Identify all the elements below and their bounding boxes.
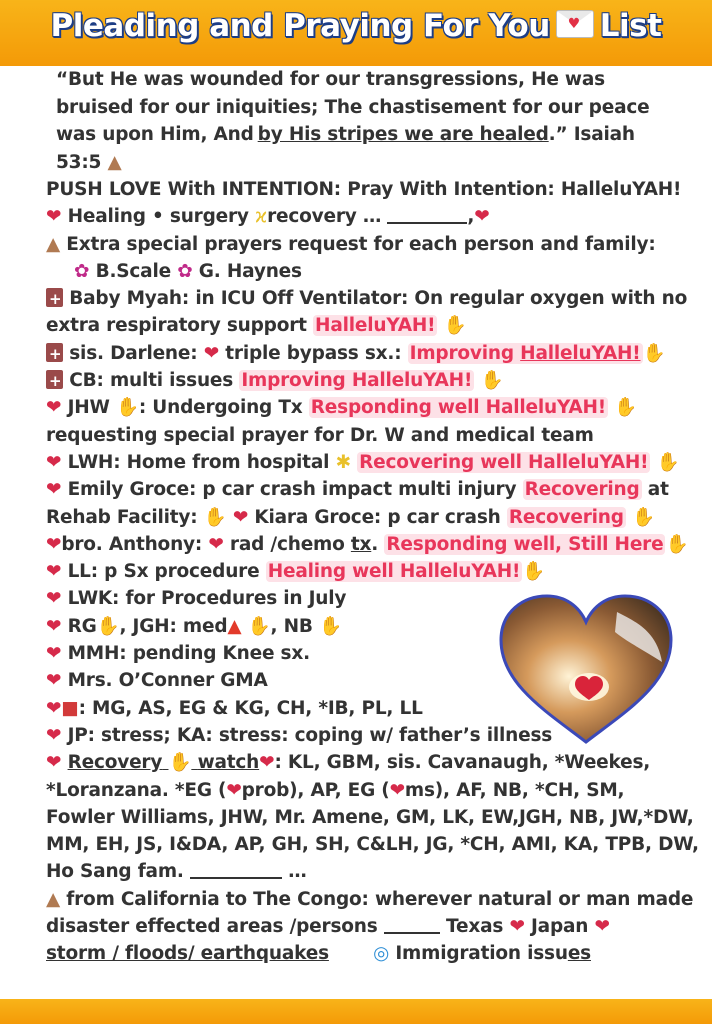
growing-heart-icon: ❤ bbox=[46, 206, 62, 228]
rehab-line bbox=[46, 504, 676, 531]
red-heart-icon: ❤ bbox=[208, 533, 224, 555]
growing-heart-icon: ❤ bbox=[46, 697, 62, 719]
hospital-icon bbox=[46, 370, 63, 389]
status-text-underlined: HalleluYAH! bbox=[520, 342, 641, 364]
raising-hands-icon: ✋ bbox=[642, 342, 666, 364]
myah-text-2: extra respiratory support bbox=[46, 315, 307, 337]
hospital-icon bbox=[46, 288, 63, 307]
title-text: Pleading and Praying For You bbox=[50, 8, 550, 44]
red-triangle-icon: ▲ bbox=[227, 615, 242, 637]
prayer-list bbox=[46, 66, 699, 968]
healing-text: Healing • surgery bbox=[67, 206, 249, 228]
immigration-text: Immigration issu bbox=[395, 943, 568, 965]
jhw-name: JHW bbox=[67, 397, 110, 419]
healing-line bbox=[46, 203, 676, 230]
myah-text: Baby Myah: in ICU Off Ventilator: On regular oxygen with no bbox=[69, 288, 688, 310]
quote-underlined: by His stripes we are healed bbox=[257, 124, 549, 145]
love-letter-icon bbox=[556, 10, 594, 38]
ellipsis: … bbox=[288, 861, 307, 883]
anthony-name: bro. Anthony: bbox=[61, 533, 203, 555]
quote-reference: .” Isaiah 53:5 bbox=[56, 124, 635, 173]
recovery-watch-line-2 bbox=[46, 777, 676, 804]
jp-text: JP: stress; KA: stress: coping w/ father’s illness bbox=[67, 724, 553, 746]
heart-shaped-healing-hands-photo bbox=[497, 592, 675, 744]
cb-text: CB: multi issues bbox=[69, 370, 234, 392]
emily-line bbox=[46, 476, 676, 503]
rg-text: RG bbox=[67, 615, 97, 637]
status-highlight: Responding well, Still Here bbox=[386, 533, 664, 555]
myah-line-2 bbox=[46, 312, 676, 339]
raising-hands-icon: ✋ bbox=[656, 451, 680, 473]
recovery-watch-label bbox=[68, 752, 260, 773]
name-ghaynes: G. Haynes bbox=[198, 260, 302, 282]
ll-text: LL: p Sx procedure bbox=[67, 561, 260, 583]
status-highlight: HalleluYAH! bbox=[315, 315, 436, 337]
oconner-text: Mrs. O’Conner GMA bbox=[67, 670, 268, 692]
raising-hands-icon: ✋ bbox=[319, 615, 342, 637]
myah-line bbox=[46, 285, 688, 312]
status-highlight bbox=[408, 343, 643, 364]
raising-hands-icon: ✋ bbox=[96, 615, 120, 637]
blank-line bbox=[387, 208, 467, 224]
lwh-line bbox=[46, 449, 680, 476]
raising-hands-icon: ✋ bbox=[614, 397, 638, 419]
status-highlight: Responding well HalleluYAH! bbox=[310, 397, 607, 419]
nb-text: , NB bbox=[270, 615, 313, 637]
raising-hands-icon: ✋ bbox=[443, 315, 467, 337]
push-love-line: PUSH LOVE With INTENTION: Pray With Intention: HalleluYAH! bbox=[46, 179, 682, 200]
bouquet-icon: ✿ bbox=[177, 260, 193, 282]
lwk-text: LWK: for Procedures in July bbox=[67, 588, 347, 610]
quote-text: “But He was wounded for our transgressions, He was bruised for our iniquities; The chastisement for our peace was upon Him, And bbox=[56, 69, 650, 145]
growing-heart-icon: ❤ bbox=[46, 397, 62, 419]
red-heart-icon: ❤ bbox=[203, 342, 220, 364]
growing-heart-icon: ❤ bbox=[46, 615, 62, 637]
growing-heart-icon: ❤ bbox=[474, 206, 490, 228]
bouquet-icon: ✿ bbox=[74, 260, 90, 282]
growing-heart-icon: ❤ bbox=[46, 670, 62, 692]
california-line bbox=[46, 886, 694, 913]
raising-hands-icon: ✋ bbox=[522, 561, 546, 583]
growing-heart-icon: ❤ bbox=[46, 561, 62, 583]
footer-banner bbox=[0, 999, 712, 1024]
status-text: Improving bbox=[409, 342, 514, 364]
darlene-name: sis. Darlene: bbox=[69, 342, 198, 364]
recovery-names-2c: ms), AF, NB, *CH, SM, bbox=[404, 779, 625, 801]
raising-hands-icon: ✋ bbox=[247, 615, 271, 637]
status-highlight: Recovering bbox=[524, 479, 640, 501]
blank-line bbox=[384, 918, 440, 934]
jhw-line-2: requesting special prayer for Dr. W and medical team bbox=[46, 424, 594, 446]
praying-hands-icon: ▲ bbox=[46, 233, 61, 255]
japan-text: Japan bbox=[531, 916, 589, 938]
globe-icon: ◎ bbox=[373, 943, 390, 965]
status-highlight: Recovering bbox=[508, 506, 624, 528]
recovery-word: Recovery bbox=[67, 752, 163, 774]
kiara-text: Kiara Groce: p car crash bbox=[254, 506, 501, 528]
hospital-icon bbox=[46, 343, 63, 362]
praying-hands-icon: ▲ bbox=[107, 151, 122, 173]
status-highlight: Improving HalleluYAH! bbox=[241, 370, 473, 392]
extra-prayers-line bbox=[46, 231, 676, 258]
raising-hands-icon: ✋ bbox=[632, 506, 655, 528]
extra-text: Extra special prayers request for each person and family: bbox=[66, 233, 656, 255]
storm-line bbox=[46, 940, 676, 967]
raising-hands-icon: ✋ bbox=[203, 506, 227, 528]
darlene-text: triple bypass sx.: bbox=[225, 342, 402, 364]
raising-hands-icon: ✋ bbox=[665, 533, 689, 555]
recovery-watch-line-4: MM, EH, JS, I&DA, AP, GH, SH, C&LH, JG, *CH, AMI, KA, TPB, DW, bbox=[46, 834, 699, 856]
name-bscale: B.Scale bbox=[95, 260, 171, 282]
status-highlight: Recovering well HalleluYAH! bbox=[359, 451, 649, 473]
recovery-text: recovery … bbox=[267, 206, 382, 228]
party-popper-icon: ✱ bbox=[335, 451, 351, 473]
recovery-names-1: : KL, GBM, sis. Cavanaugh, *Weekes, bbox=[274, 752, 651, 774]
darlene-line bbox=[46, 340, 676, 367]
growing-heart-icon: ❤ bbox=[46, 479, 62, 501]
ll-line bbox=[46, 558, 676, 585]
ribbon-icon: ϰ bbox=[255, 206, 268, 228]
disaster-line bbox=[46, 913, 676, 940]
recovery-watch-line bbox=[46, 749, 676, 776]
mmh-text: MMH: pending Knee sx. bbox=[67, 643, 310, 665]
growing-heart-icon: ❤ bbox=[46, 451, 62, 473]
growing-heart-icon: ❤ bbox=[389, 779, 405, 801]
growing-heart-icon: ❤ bbox=[509, 916, 525, 938]
recovery-names-2a: *Loranzana. *EG ( bbox=[46, 779, 227, 801]
rehab-text: Rehab Facility: bbox=[46, 506, 198, 528]
anthony-period: . bbox=[371, 533, 379, 555]
praying-hands-icon: ▲ bbox=[46, 888, 61, 910]
growing-heart-icon: ❤ bbox=[259, 752, 275, 774]
cb-line bbox=[46, 367, 676, 394]
raising-hands-icon: ✋ bbox=[168, 752, 192, 774]
growing-heart-icon: ❤ bbox=[46, 588, 62, 610]
recovery-watch-line-3: Fowler Williams, JHW, Mr. Amene, GM, LK, EW,JGH, NB, JW,*DW, bbox=[46, 806, 694, 828]
names-line bbox=[46, 258, 676, 285]
texas-text: Texas bbox=[446, 916, 504, 938]
anthony-tx: tx bbox=[350, 533, 372, 555]
anthony-line bbox=[46, 531, 689, 558]
emily-text-end: at bbox=[647, 479, 669, 501]
anthony-text: rad /chemo bbox=[229, 533, 345, 555]
raising-hands-icon: ✋ bbox=[480, 370, 504, 392]
status-highlight: Healing well HalleluYAH! bbox=[267, 561, 521, 583]
growing-heart-icon: ❤ bbox=[46, 643, 62, 665]
jhw-text: : Undergoing Tx bbox=[138, 397, 303, 419]
page-title bbox=[0, 8, 712, 44]
mg-text: : MG, AS, EG & KG, CH, *IB, PL, LL bbox=[78, 697, 423, 719]
blank-line bbox=[190, 863, 282, 879]
growing-heart-icon: ❤ bbox=[594, 916, 610, 938]
watch-word: watch bbox=[197, 752, 260, 774]
hosang-text: Ho Sang fam. bbox=[46, 861, 184, 883]
title-text-end: List bbox=[599, 8, 662, 44]
disaster-text: disaster effected areas /persons bbox=[46, 916, 378, 938]
growing-heart-icon: ❤ bbox=[232, 506, 249, 528]
comma: , bbox=[467, 206, 475, 228]
growing-heart-icon: ❤ bbox=[46, 752, 62, 774]
jgh-text: , JGH: med bbox=[119, 615, 228, 637]
storm-text: storm / floods/ earthquakes bbox=[46, 943, 329, 965]
scripture-quote bbox=[46, 66, 676, 176]
growing-heart-icon: ❤ bbox=[46, 533, 62, 555]
recovery-watch-line-5 bbox=[46, 858, 676, 885]
immigration-text-end: es bbox=[567, 943, 591, 965]
california-text: from California to The Congo: wherever natural or man made bbox=[66, 888, 694, 910]
raising-hands-icon: ✋ bbox=[116, 397, 139, 419]
lwh-text: LWH: Home from hospital bbox=[67, 451, 330, 473]
jhw-line bbox=[46, 394, 676, 421]
recovery-names-2b: prob), AP, EG ( bbox=[241, 779, 390, 801]
red-heart-icon: ❤ bbox=[226, 779, 242, 801]
emily-text: Emily Groce: p car crash impact multi injury bbox=[67, 479, 517, 501]
car-icon: ■ bbox=[61, 697, 79, 719]
growing-heart-icon: ❤ bbox=[46, 724, 62, 746]
